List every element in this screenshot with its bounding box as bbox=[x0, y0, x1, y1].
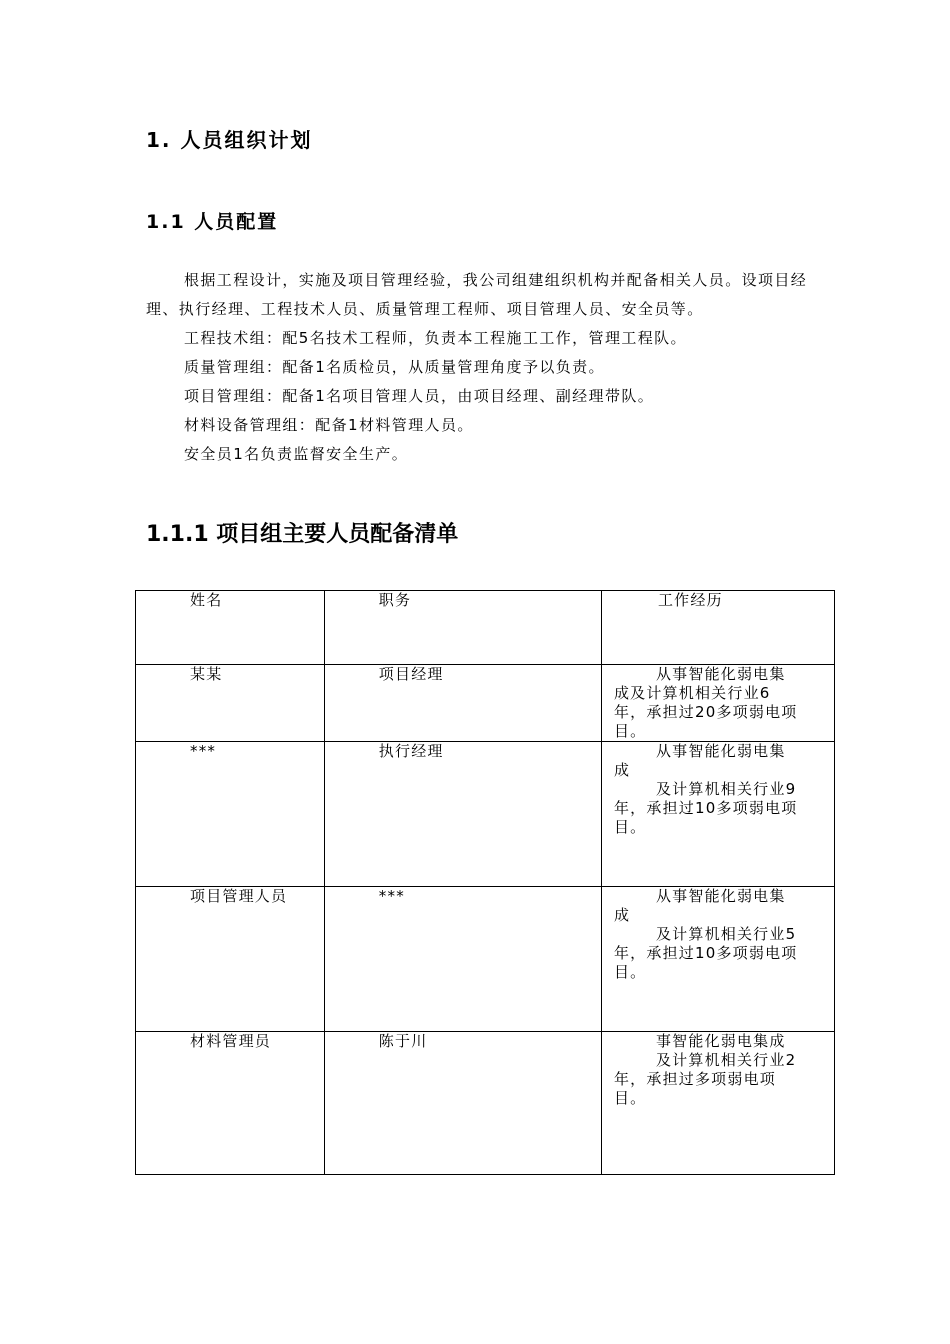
paragraph-intro: 根据工程设计，实施及项目管理经验，我公司组建组织机构并配备相关人员。设项目经理、执行经理、工程技术人员、质量管理工程师、项目管理人员、安全员等。 bbox=[146, 271, 808, 318]
cell-position: 执行经理 bbox=[324, 742, 601, 887]
exp-line: 目。 bbox=[613, 963, 647, 981]
table-row bbox=[136, 887, 835, 1032]
header-name: 姓名 bbox=[136, 591, 325, 665]
heading-1: 1. 人员组织计划 bbox=[146, 128, 313, 152]
cell-name: 材料管理员 bbox=[136, 1032, 325, 1175]
personnel-table bbox=[135, 590, 835, 1175]
exp-line: 事智能化弱电集成 bbox=[655, 1032, 786, 1050]
paragraph-material: 材料设备管理组：配备1材料管理人员。 bbox=[184, 416, 474, 434]
exp-line: 目。 bbox=[613, 1089, 647, 1107]
header-experience: 工作经历 bbox=[601, 591, 834, 665]
exp-line: 年，承担过多项弱电项 bbox=[613, 1070, 776, 1088]
exp-line: 及计算机相关行业5 bbox=[655, 925, 797, 943]
heading-3: 1.1.1 项目组主要人员配备清单 bbox=[146, 522, 459, 547]
exp-line: 年，承担过10多项弱电项 bbox=[613, 799, 798, 817]
cell-experience bbox=[601, 665, 834, 742]
cell-experience bbox=[601, 887, 834, 1032]
cell-experience bbox=[601, 1032, 834, 1175]
exp-line: 目。 bbox=[613, 722, 647, 740]
paragraph-tech: 工程技术组：配5名技术工程师，负责本工程施工工作，管理工程队。 bbox=[184, 329, 687, 347]
cell-name: *** bbox=[136, 742, 325, 887]
exp-line: 从事智能化弱电集 bbox=[655, 665, 786, 683]
exp-line: 年，承担过20多项弱电项 bbox=[613, 703, 798, 721]
exp-line: 从事智能化弱电集 bbox=[655, 887, 786, 905]
cell-experience bbox=[601, 742, 834, 887]
cell-name: 某某 bbox=[136, 665, 325, 742]
header-position: 职务 bbox=[324, 591, 601, 665]
cell-position: *** bbox=[324, 887, 601, 1032]
body-text bbox=[146, 266, 816, 469]
table-row bbox=[136, 1032, 835, 1175]
paragraph-safety: 安全员1名负责监督安全生产。 bbox=[184, 445, 409, 463]
exp-line: 成 bbox=[613, 906, 631, 924]
exp-line: 从事智能化弱电集 bbox=[655, 742, 786, 760]
exp-line: 及计算机相关行业9 bbox=[655, 780, 797, 798]
cell-position: 陈于川 bbox=[324, 1032, 601, 1175]
heading-2: 1.1 人员配置 bbox=[146, 211, 279, 233]
table-row bbox=[136, 665, 835, 742]
exp-line: 成 bbox=[613, 761, 631, 779]
paragraph-project: 项目管理组：配备1名项目管理人员，由项目经理、副经理带队。 bbox=[184, 387, 655, 405]
cell-position: 项目经理 bbox=[324, 665, 601, 742]
exp-line: 成及计算机相关行业6 bbox=[613, 684, 771, 702]
table-header-row bbox=[136, 591, 835, 665]
exp-line: 年，承担过10多项弱电项 bbox=[613, 944, 798, 962]
table-row bbox=[136, 742, 835, 887]
cell-name: 项目管理人员 bbox=[136, 887, 325, 1032]
paragraph-quality: 质量管理组：配备1名质检员，从质量管理角度予以负责。 bbox=[184, 358, 605, 376]
exp-line: 目。 bbox=[613, 818, 647, 836]
exp-line: 及计算机相关行业2 bbox=[655, 1051, 797, 1069]
